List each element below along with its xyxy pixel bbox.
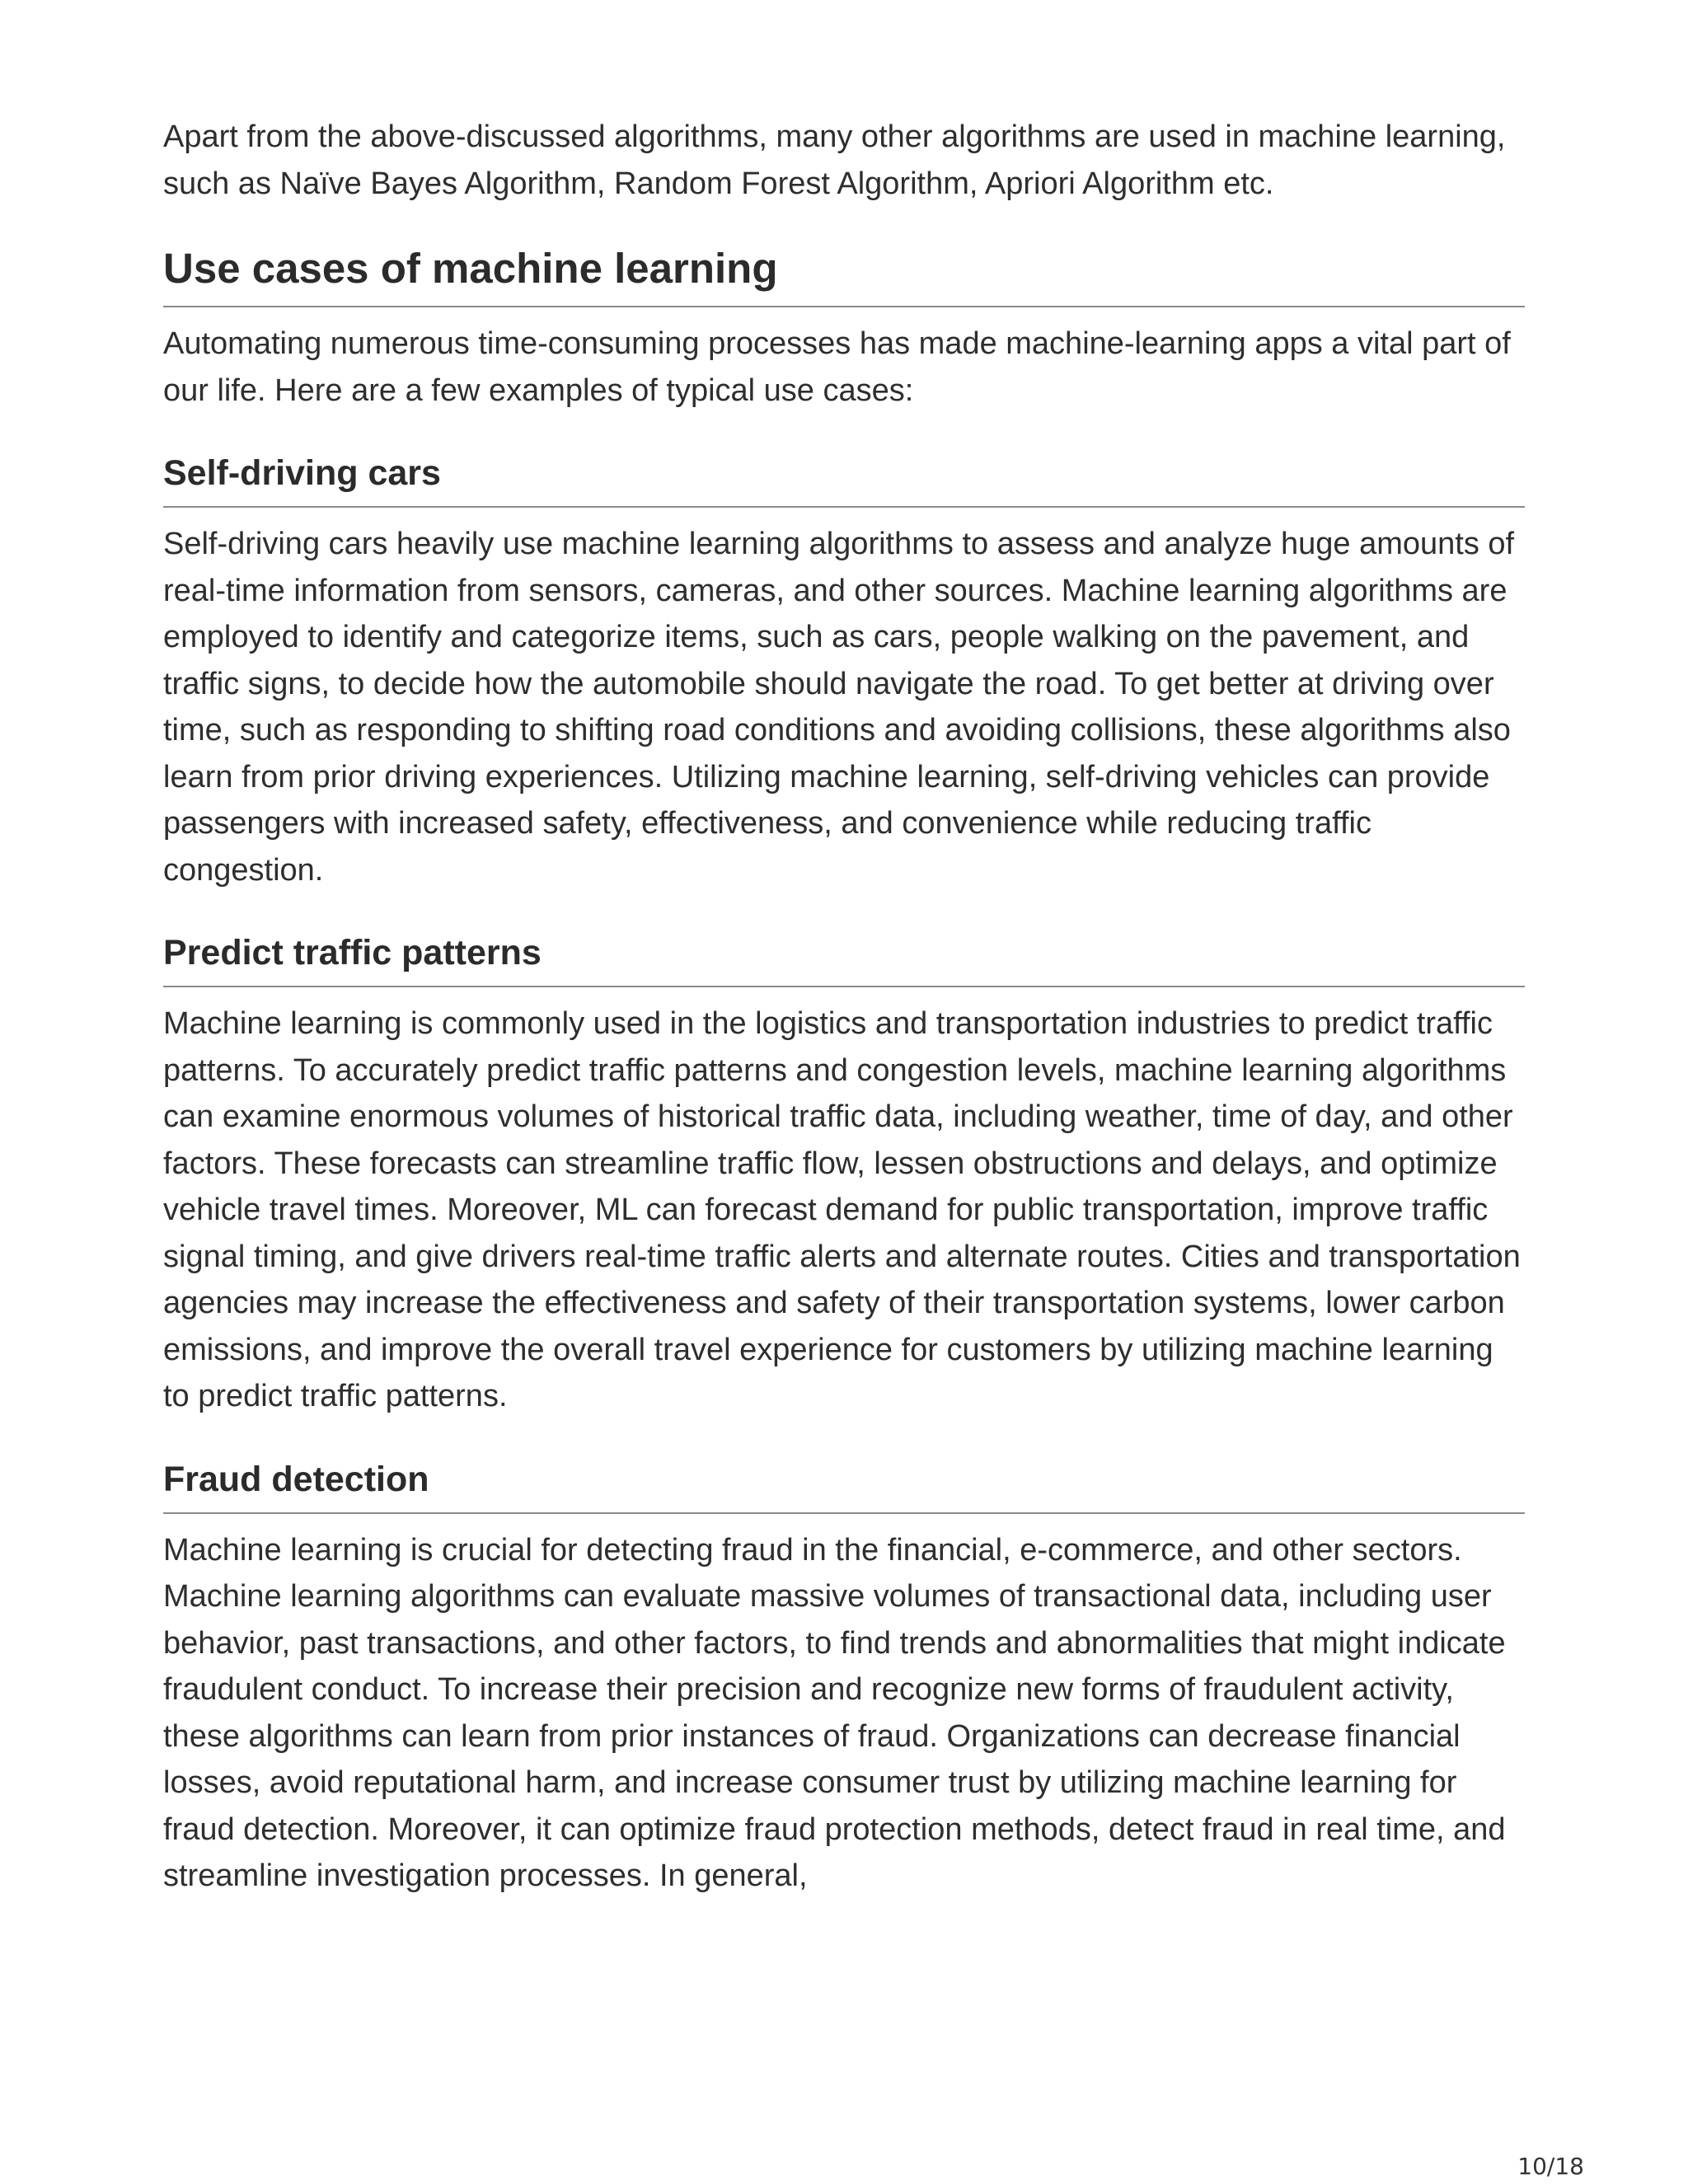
section-heading-use-cases: Use cases of machine learning xyxy=(163,243,1525,307)
page-number: 10/18 xyxy=(1517,2153,1584,2180)
intro-paragraph: Apart from the above-discussed algorithms, many other algorithms are used in machine learning, such as Naïve Bayes Algorithm, Random Forest Algorithm, Apriori Algorithm etc. xyxy=(163,120,1506,201)
predict-traffic-patterns-paragraph: Machine learning is commonly used in the logistics and transportation industries to predict traffic patterns. To accurately predict traffic patterns and congestion levels, machine learning algorithms can examine enormous volumes of historical traffic data, including weather, time of day, and other factors. These forecasts can streamline traffic flow, lessen obstructions and delays, and optimize vehicle travel times. Moreover, ML can forecast demand for public transportation, improve traffic signal timing, and give drivers real-time traffic alerts and alternate routes. Cities and transportation agencies may increase the effectiveness and safety of their transportation systems, lower carbon emissions, and improve the overall travel experience for customers by utilizing machine learning to predict traffic patterns. xyxy=(163,1006,1521,1413)
subsection-heading-fraud-detection: Fraud detection xyxy=(163,1456,1525,1514)
fraud-detection-paragraph: Machine learning is crucial for detecting fraud in the financial, e-commerce, and other sectors. Machine learning algorithms can evaluate massive volumes of transactional data, including user behavior, past transactions, and other factors, to find trends and abnormalities that might indicate fraudulent conduct. To increase their precision and recognize new forms of fraudulent activity, these algorithms can learn from prior instances of fraud. Organizations can decrease financial losses, avoid reputational harm, and increase consumer trust by utilizing machine learning for fraud detection. Moreover, it can optimize fraud protection methods, detect fraud in real time, and streamline investigation processes. In general, xyxy=(163,1532,1506,1893)
subsection-heading-self-driving-cars: Self-driving cars xyxy=(163,450,1525,508)
self-driving-cars-paragraph: Self-driving cars heavily use machine learning algorithms to assess and analyze huge amounts of real-time information from sensors, cameras, and other sources. Machine learning algorithms are employed to identify and categorize items, such as cars, people walking on the pavement, and traffic signs, to decide how the automobile should navigate the road. To get better at driving over time, such as responding to shifting road conditions and avoiding collisions, these algorithms also learn from prior driving experiences. Utilizing machine learning, self-driving vehicles can provide passengers with increased safety, effectiveness, and convenience while reducing traffic congestion. xyxy=(163,527,1515,888)
use-cases-paragraph: Automating numerous time-consuming processes has made machine-learning apps a vital part of our life. Here are a few examples of typical use cases: xyxy=(163,326,1511,408)
subsection-heading-predict-traffic-patterns: Predict traffic patterns xyxy=(163,930,1525,987)
document-page xyxy=(163,114,1525,1900)
